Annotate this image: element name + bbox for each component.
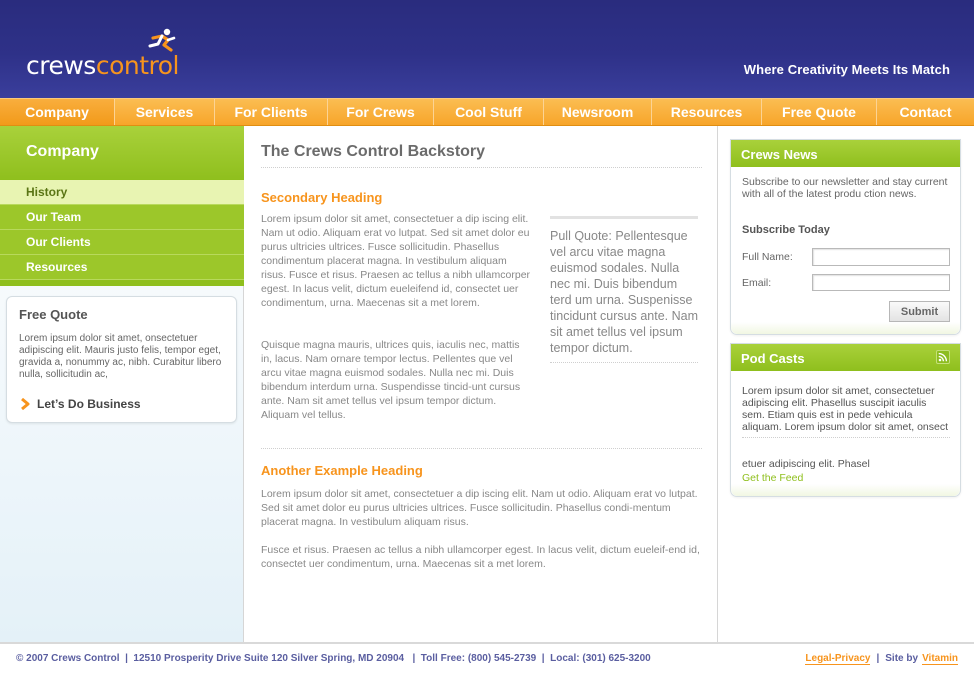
nav-for-clients[interactable]: For Clients <box>215 99 328 125</box>
free-quote-text: Lorem ipsum dolor sit amet, onsectetuer adipiscing elit. Mauris justo felis, tempor eget, gravida a, nonummy ac, nibh. Curabitur libero nulla, sollicitudin ac, <box>19 333 222 380</box>
sidebar-nav-bottom <box>0 280 244 286</box>
nav-free-quote[interactable]: Free Quote <box>762 99 877 125</box>
paragraph-2: Quisque magna mauris, ultrices quis, iaculis nec, mattis in, lacus. Nam ornare tempor lectus. Pellentes que vel arcu vitae magna euismod sodales. Nulla nec mi. Duis bibendum interdum urna. Suspendisse tincid-unt cursus ante. Nam sit amet tellus vel ipsum tempor dictum. Aliquam vel tellus. <box>261 339 521 421</box>
lets-do-business-link[interactable] <box>19 397 141 411</box>
site-by-label: Site by <box>885 653 919 664</box>
crews-news-title: Crews News <box>731 140 960 167</box>
nav-resources[interactable]: Resources <box>652 99 762 125</box>
nav-for-crews[interactable]: For Crews <box>328 99 434 125</box>
free-quote-title: Free Quote <box>19 307 88 322</box>
sidebar-item-our-team[interactable]: Our Team <box>0 205 244 230</box>
right-sidebar <box>719 126 974 642</box>
paragraph-1: Lorem ipsum dolor sit amet, consectetuer a dip iscing elit. Nam ut odio. Aliquam erat vo lutpat. Sed sit amet dolor eu purus ultricies ultrices. Fusce sollicitudin. Phasellus condimentum placerat magna. In vestibulum aliquam risus. Fusce et risus. Praesen ac tellus a nibh ullamcorper egest. In lacus velit, dictum eueleifend id, consectet uer condimentum, urna. Maecenas sit a met lorem. <box>261 213 531 309</box>
pod-casts-text: Lorem ipsum dolor sit amet, consectetuer adipiscing elit. Phasellus suscipit iaculis sem. Etiam quis est in pede vehicula aliquam. Lorem ipsum dolor sit amet, onsect <box>742 385 950 438</box>
full-name-label: Full Name: <box>742 251 793 263</box>
footer-contact-info: © 2007 Crews Control | 12510 Prosperity Drive Suite 120 Silver Spring, MD 20904 | Toll Free: (800) 545-2739 | Local: (301) 625-3200 <box>16 653 651 664</box>
footer-links <box>805 653 958 665</box>
email-input[interactable] <box>812 274 950 291</box>
left-sidebar <box>0 126 244 642</box>
full-name-input[interactable] <box>812 248 950 266</box>
email-label: Email: <box>742 277 772 289</box>
nav-cool-stuff[interactable]: Cool Stuff <box>434 99 544 125</box>
site-footer <box>0 642 974 673</box>
chevron-right-icon <box>19 398 33 410</box>
section-divider <box>261 448 702 449</box>
logo-text: crewscontrol <box>26 51 179 80</box>
pod-casts-title: Pod Casts <box>741 351 805 366</box>
nav-company[interactable]: Company <box>0 99 115 125</box>
page-title: The Crews Control Backstory <box>261 143 702 168</box>
submit-button[interactable]: Submit <box>889 301 950 322</box>
sidebar-item-resources[interactable]: Resources <box>0 255 244 280</box>
paragraph-3: Lorem ipsum dolor sit amet, consectetuer a dip iscing elit. Nam ut odio. Aliquam erat vo lutpat. Sed sit amet dolor eu purus ultricies ultrices. Fusce sollicitudin. Phasellus condi-mentum placerat magna. In vestibulum aliquam risus. <box>261 488 698 528</box>
another-example-heading: Another Example Heading <box>261 463 423 478</box>
paragraph-4: Fusce et risus. Praesen ac tellus a nibh ullamcorper egest. In lacus velit, dictum eueleif-end id, consectet uer condimentum, urna. Maecenas sit a met lorem. <box>261 544 700 570</box>
site-header <box>0 0 974 98</box>
box-footer <box>731 322 960 334</box>
footer-separator: | <box>876 653 880 664</box>
sidebar-nav <box>0 180 244 280</box>
rss-icon[interactable] <box>936 350 950 364</box>
subscribe-title: Subscribe Today <box>742 224 830 236</box>
newsletter-intro: Subscribe to our newsletter and stay current with all of the latest produ ction news. <box>742 176 948 200</box>
crewscontrol-logo[interactable] <box>26 32 216 80</box>
pod-casts-box <box>730 343 961 497</box>
secondary-heading: Secondary Heading <box>261 190 383 205</box>
free-quote-box <box>6 296 237 423</box>
main-nav <box>0 98 974 126</box>
box-footer <box>731 484 960 496</box>
sidebar-item-our-clients[interactable]: Our Clients <box>0 230 244 255</box>
vitamin-link[interactable]: Vitamin <box>922 653 958 664</box>
sidebar-title: Company <box>26 143 99 160</box>
pod-casts-header <box>731 344 960 371</box>
pull-quote: Pull Quote: Pellentesque vel arcu vitae magna euismod sodales. Nulla nec mi. Duis bibendum terd um urna. Suspenisse tincidunt cursus ante. Nam sit amet tellus vel ipsum tempor dictum. <box>550 216 698 363</box>
get-the-feed-link[interactable]: Get the Feed <box>742 472 804 484</box>
nav-newsroom[interactable]: Newsroom <box>544 99 652 125</box>
legal-privacy-link[interactable]: Legal-Privacy <box>805 653 871 664</box>
nav-services[interactable]: Services <box>115 99 215 125</box>
tagline: Where Creativity Meets Its Match <box>743 62 950 77</box>
nav-contact[interactable]: Contact <box>899 104 952 120</box>
pod-casts-item: etuer adipiscing elit. Phasel <box>742 458 870 470</box>
crews-news-box <box>730 139 961 335</box>
lets-do-business-label: Let’s Do Business <box>37 397 141 411</box>
main-content <box>245 126 718 642</box>
sidebar-item-history[interactable]: History <box>0 180 244 205</box>
sidebar-header <box>0 126 244 180</box>
